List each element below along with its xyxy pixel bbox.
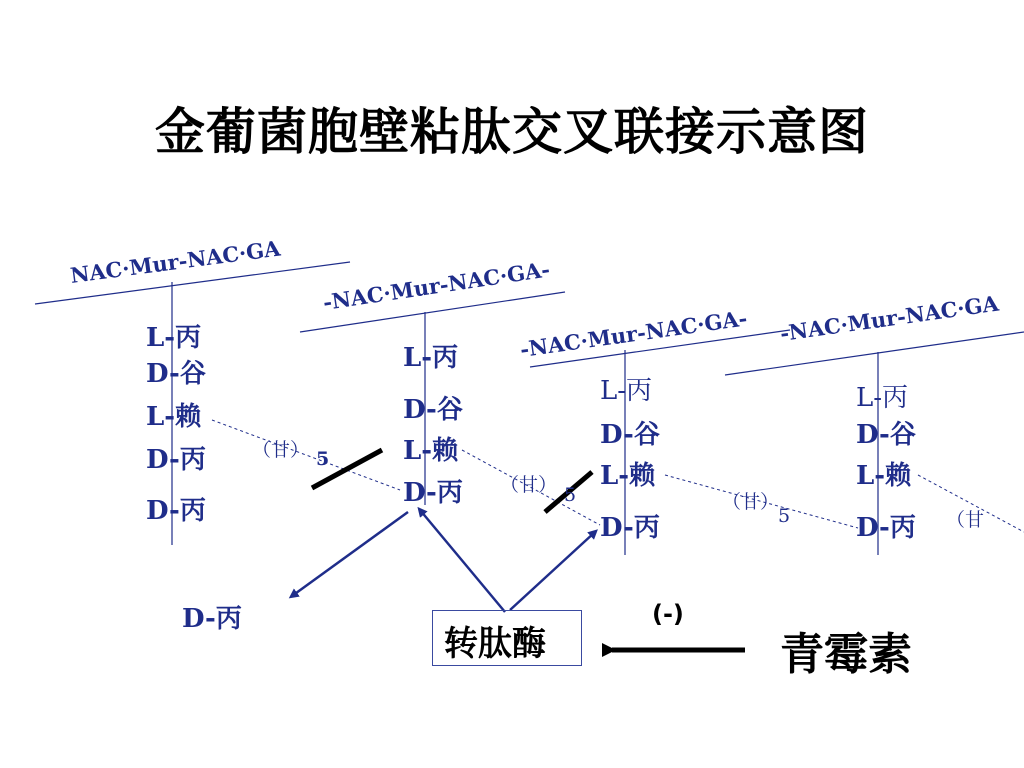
- strand4-residue-3: L-赖: [856, 461, 912, 491]
- strand2-residue-2: D-谷: [403, 395, 463, 425]
- strand3-residue-1: L-丙: [600, 376, 653, 406]
- glycine-subscript-3: 5: [778, 505, 791, 527]
- chain-label-2: -NAC·Mur-NAC·GA-: [321, 256, 552, 315]
- arrow-enzyme-up-right: [510, 532, 595, 610]
- strand3-residue-4: D-丙: [600, 513, 660, 543]
- page-title: 金葡菌胞壁粘肽交叉联接示意图: [155, 103, 869, 161]
- strand4-residue-4: D-丙: [856, 513, 916, 543]
- arrow-to-released: [292, 512, 408, 596]
- glycine-label-4: （甘: [946, 509, 985, 531]
- strand1-residue-1: L-丙: [146, 323, 202, 353]
- arrow-enzyme-up-left: [420, 510, 505, 612]
- inhibition-sign: (-): [652, 600, 684, 628]
- strand1-residue-3: L-赖: [146, 402, 202, 432]
- chain-label-1: NAC·Mur-NAC·GA: [68, 235, 282, 288]
- strand1-residue-5: D-丙: [146, 496, 206, 526]
- strand4-residue-2: D-谷: [856, 420, 916, 450]
- enzyme-label: 转肽酶: [444, 624, 546, 664]
- glycine-label-1: （甘）: [252, 439, 310, 461]
- glycine-label-3: （甘）: [722, 491, 780, 513]
- strand2-residue-1: L-丙: [403, 343, 459, 373]
- chain-label-4: -NAC·Mur-NAC·GA: [778, 290, 1001, 346]
- strand1-residue-4: D-丙: [146, 445, 206, 475]
- strand1-residue-2: D-谷: [146, 359, 206, 389]
- released-d-alanine: D-丙: [182, 604, 242, 634]
- glycine-subscript-1: 5: [316, 448, 330, 470]
- strand4-residue-1: L-丙: [856, 383, 909, 413]
- glycine-subscript-2: 5: [564, 484, 577, 506]
- penicillin-label: 青霉素: [780, 629, 912, 680]
- strand2-residue-4: D-丙: [403, 478, 463, 508]
- strand3-residue-2: D-谷: [600, 420, 660, 450]
- glycine-label-2: （甘）: [500, 474, 558, 496]
- strand2-residue-3: L-赖: [403, 436, 459, 466]
- chain-label-3: -NAC·Mur-NAC·GA-: [518, 305, 749, 362]
- backbone-line-4: [725, 332, 1024, 375]
- strand3-residue-3: L-赖: [600, 461, 656, 491]
